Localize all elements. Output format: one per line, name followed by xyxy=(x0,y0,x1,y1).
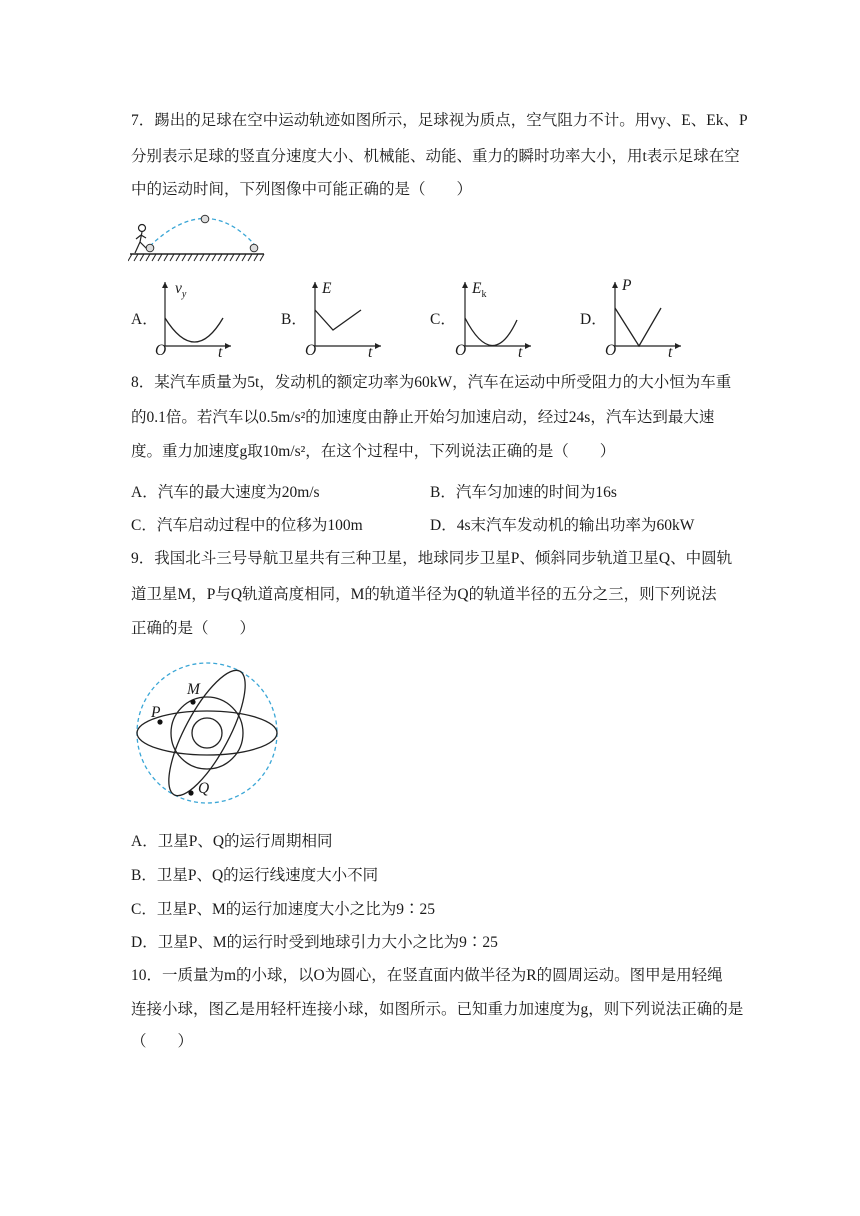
q7-option-b-xlabel: t xyxy=(368,344,373,361)
q9-line-3: 正确的是（ ） xyxy=(131,620,256,637)
q10-line-2: 连接小球，图乙是用轻杆连接小球，如图所示。已知重力加速度为g，则下列说法正确的是 xyxy=(131,1001,744,1018)
q9-option-b: B．卫星P、Q的运行线速度大小不同 xyxy=(131,867,379,884)
q9-option-d: D．卫星P、M的运行时受到地球引力大小之比为9∶25 xyxy=(131,934,498,951)
q8-option-c: C．汽车启动过程中的位移为100m xyxy=(131,517,363,534)
q7-option-b-ylabel: E xyxy=(322,280,332,297)
q7-option-d-ylabel: P xyxy=(622,277,632,294)
q9-line-2: 道卫星M，P与Q轨道高度相同，M的轨道半径为Q的轨道半径的五分之三，则下列说法 xyxy=(131,586,717,603)
q7-option-b-letter: B． xyxy=(281,311,307,328)
q9-option-c: C．卫星P、M的运行加速度大小之比为9∶25 xyxy=(131,901,435,918)
q7-option-a-xlabel: t xyxy=(218,344,223,361)
q7-option-c-ylabel: $E_k$ xyxy=(472,280,487,301)
q7-line-3: 中的运动时间，下列图像中可能正确的是（ ） xyxy=(131,181,473,198)
q7-option-c-origin: O xyxy=(455,342,467,359)
q9-option-a: A．卫星P、Q的运行周期相同 xyxy=(131,833,333,850)
q8-line-3: 度。重力加速度g取10m/s²，在这个过程中，下列说法正确的是（ ） xyxy=(131,443,616,460)
q7-option-b-origin: O xyxy=(305,342,317,359)
q7-line-1: 7．踢出的足球在空中运动轨迹如图所示，足球视为质点，空气阻力不计。用vy、E、Ek、P xyxy=(131,112,748,129)
q10-line-1: 10．一质量为m的小球，以O为圆心，在竖直面内做半径为R的圆周运动。图甲是用轻绳 xyxy=(131,967,723,984)
q8-line-2: 的0.1倍。若汽车以0.5m/s²的加速度由静止开始匀加速启动，经过24s，汽车达到最大速 xyxy=(131,409,715,426)
q8-option-d: D．4s末汽车发动机的输出功率为60kW xyxy=(430,517,695,534)
orbit-label-p: P xyxy=(151,704,161,721)
orbit-label-m: M xyxy=(187,681,200,698)
q7-option-c-xlabel: t xyxy=(518,344,523,361)
q7-option-d-origin: O xyxy=(605,342,617,359)
q7-option-a-ylabel: $v_y$ xyxy=(175,280,187,301)
q7-option-a-origin: O xyxy=(155,342,167,359)
q8-option-a: A．汽车的最大速度为20m/s xyxy=(131,484,320,501)
q7-option-c-letter: C． xyxy=(430,311,456,328)
q7-option-d-letter: D． xyxy=(580,311,607,328)
q9-line-1: 9．我国北斗三号导航卫星共有三种卫星，地球同步卫星P、倾斜同步轨道卫星Q、中圆轨 xyxy=(131,550,733,567)
football-trajectory-figure xyxy=(128,208,268,266)
q10-line-3: （ ） xyxy=(131,1033,194,1050)
q7-line-2: 分别表示足球的竖直分速度大小、机械能、动能、重力的瞬时功率大小，用t表示足球在空 xyxy=(131,148,740,165)
q7-option-d-xlabel: t xyxy=(668,344,673,361)
orbit-label-q: Q xyxy=(198,780,210,797)
q8-line-1: 8．某汽车质量为5t，发动机的额定功率为60kW，汽车在运动中所受阻力的大小恒为车重 xyxy=(131,374,732,391)
q8-option-b: B．汽车匀加速的时间为16s xyxy=(430,484,617,501)
q7-option-a-letter: A． xyxy=(131,311,158,328)
